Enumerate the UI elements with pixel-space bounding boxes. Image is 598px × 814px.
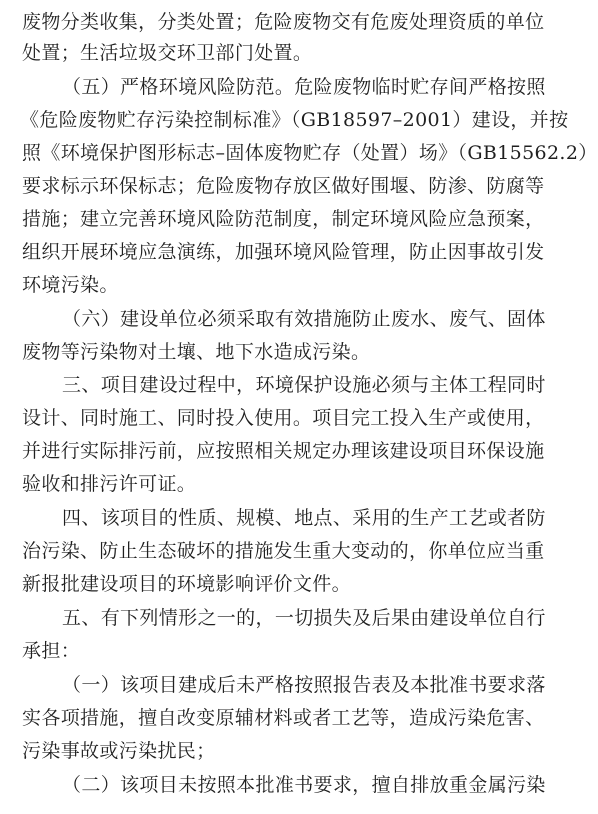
- text-line: 污染事故或污染扰民；: [22, 740, 216, 762]
- text-line: 照《环境保护图形标志–固体废物贮存（处置）场》（GB15562.2）: [22, 142, 598, 164]
- text-line: 五、有下列情形之一的，一切损失及后果由建设单位自行: [62, 607, 546, 629]
- text-line: 并进行实际排污前，应按照相关规定办理该建设项目环保设施: [22, 440, 545, 462]
- text-line: （六）建设单位必须采取有效措施防止废水、废气、固体: [62, 308, 546, 330]
- text-line: 环境污染。: [22, 274, 119, 296]
- text-line: 要求标示环保标志；危险废物存放区做好围堰、防渗、防腐等: [22, 175, 545, 197]
- text-line: （五）严格环境风险防范。危险废物临时贮存间严格按照: [62, 76, 546, 98]
- text-line: 实各项措施，擅自改变原辅材料或者工艺等，造成污染危害、: [22, 707, 545, 729]
- text-line: 《危险废物贮存污染控制标准》（GB18597–2001）建设，并按: [20, 109, 569, 131]
- text-line: （二）该项目未按照本批准书要求，擅自排放重金属污染: [62, 774, 546, 796]
- text-line: 设计、同时施工、同时投入使用。项目完工投入生产或使用，: [22, 407, 545, 429]
- text-line: 废物分类收集，分类处置；危险废物交有危废处理资质的单位: [22, 11, 545, 33]
- text-line: 措施；建立完善环境风险防范制度，制定环境风险应急预案，: [22, 208, 545, 230]
- text-line: 废物等污染物对土壤、地下水造成污染。: [22, 341, 371, 363]
- text-line: 新报批建设项目的环境影响评价文件。: [22, 573, 351, 595]
- text-line: 处置；生活垃圾交环卫部门处置。: [22, 42, 313, 64]
- text-line: （一）该项目建成后未严格按照报告表及本批准书要求落: [62, 674, 546, 696]
- text-line: 三、项目建设过程中，环境保护设施必须与主体工程同时: [62, 374, 546, 396]
- text-line: 承担：: [22, 640, 81, 662]
- text-line: 治污染、防止生态破坏的措施发生重大变动的，你单位应当重: [22, 540, 545, 562]
- text-line: 四、该项目的性质、规模、地点、采用的生产工艺或者防: [62, 507, 546, 529]
- text-line: 组织开展环境应急演练，加强环境风险管理，防止因事故引发: [22, 241, 545, 263]
- text-line: 验收和排污许可证。: [22, 473, 197, 495]
